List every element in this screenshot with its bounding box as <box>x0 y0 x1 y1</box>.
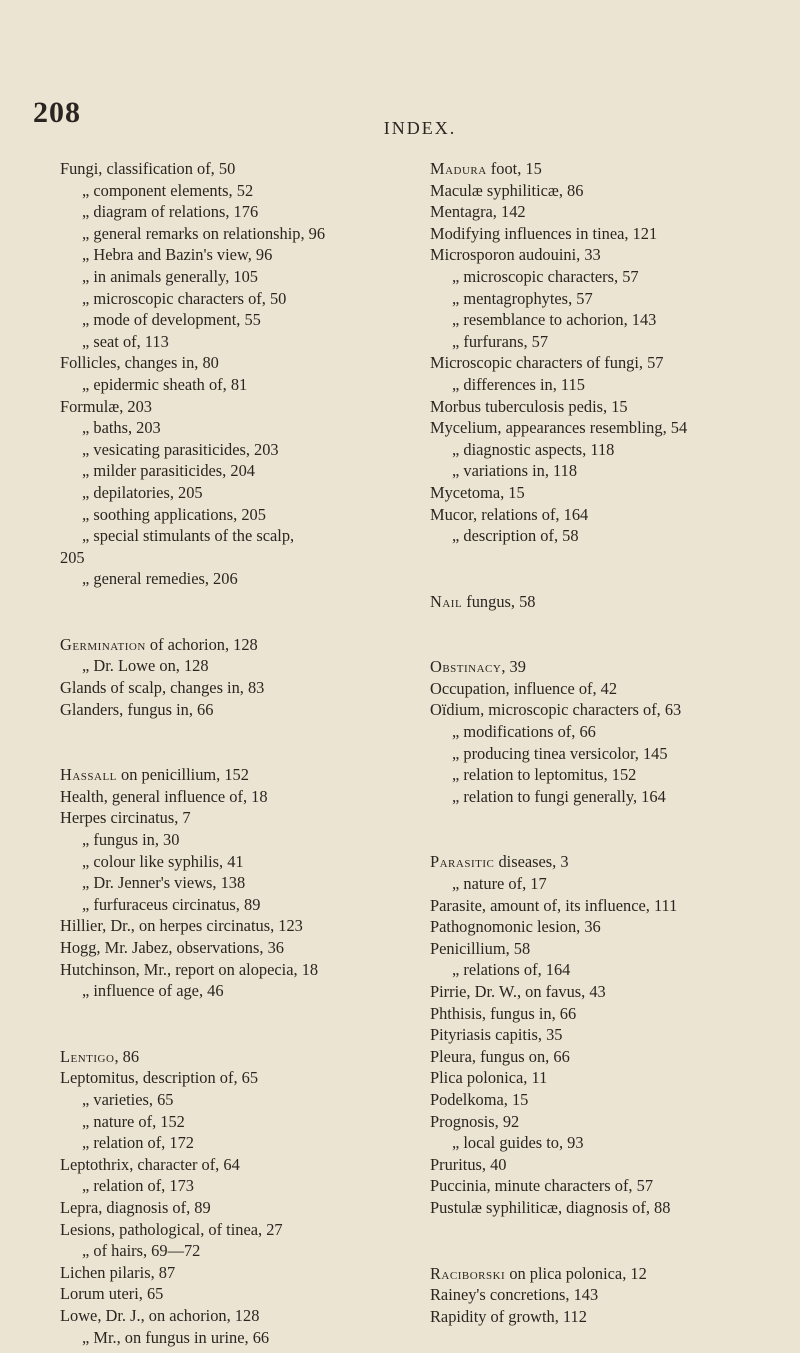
index-entry-letter-head <box>430 1263 775 1285</box>
index-subentry: „ relation to leptomitus, 152 <box>452 765 637 785</box>
index-entry: Pityriasis capitis, 35 <box>430 1025 563 1045</box>
letter-rest: , 86 <box>114 1046 140 1066</box>
index-entry: Morbus tuberculosis pedis, 15 <box>430 396 628 416</box>
index-entry: Glanders, fungus in, 66 <box>60 699 214 719</box>
letter-rest: foot, 15 <box>486 159 542 178</box>
index-entry-letter-head <box>60 634 428 656</box>
index-entry: Parasite, amount of, its influence, 111 <box>430 895 678 915</box>
index-entry: Lesions, pathological, of tinea, 27 <box>60 1219 283 1239</box>
index-entry: Lorum uteri, 65 <box>60 1284 164 1304</box>
index-subentry: „ differences in, 115 <box>452 374 585 394</box>
index-entry: Pathognomonic lesion, 36 <box>430 917 601 937</box>
index-subentry: „ colour like syphilis, 41 <box>82 851 244 871</box>
index-entry: Formulæ, 203 <box>60 396 152 416</box>
index-subentry: „ Mr., on fungus in urine, 66 <box>82 1327 270 1347</box>
section-gap <box>60 720 428 764</box>
index-entry: Phthisis, fungus in, 66 <box>430 1003 577 1023</box>
letter-rest: , 39 <box>501 657 526 677</box>
letter-rest: on penicillium, 152 <box>116 765 249 785</box>
index-subentry: „ description of, 58 <box>452 526 579 546</box>
index-entry: Pruritus, 40 <box>430 1154 507 1174</box>
index-subentry: „ depilatories, 205 <box>82 482 203 502</box>
index-entry: Occupation, influence of, 42 <box>430 678 618 698</box>
index-subentry: „ furfurans, 57 <box>452 331 549 351</box>
index-subentry: „ local guides to, 93 <box>452 1133 584 1153</box>
index-entry: Oïdium, microscopic characters of, 63 <box>430 700 682 720</box>
index-subentry: „ relation of, 172 <box>82 1133 194 1153</box>
index-entry: Health, general influence of, 18 <box>60 786 268 806</box>
index-entry: Lowe, Dr. J., on achorion, 128 <box>60 1305 260 1325</box>
index-entry: Rainey's concretions, 143 <box>430 1285 599 1305</box>
section-gap <box>430 547 775 591</box>
index-subentry: „ component elements, 52 <box>82 180 254 200</box>
index-entry: Mucor, relations of, 164 <box>430 504 589 524</box>
index-subentry: „ epidermic sheath of, 81 <box>82 374 248 394</box>
letter-lead: Lentigo <box>60 1046 115 1066</box>
letter-rest: of achorion, 128 <box>145 634 258 654</box>
running-head: INDEX. <box>383 118 457 138</box>
index-entry: Microsporon audouini, 33 <box>430 245 601 265</box>
index-subentry: „ microscopic characters of, 50 <box>82 288 287 308</box>
index-subentry: „ relation to fungi generally, 164 <box>452 786 666 806</box>
index-column-right <box>430 158 775 1327</box>
index-entry: Leptothrix, character of, 64 <box>60 1154 240 1174</box>
index-subentry: „ baths, 203 <box>82 418 161 438</box>
index-subentry: „ influence of age, 46 <box>82 981 224 1001</box>
section-gap <box>60 590 428 634</box>
index-entry: Herpes circinatus, 7 <box>60 808 191 828</box>
index-entry: Puccinia, minute characters of, 57 <box>430 1176 654 1196</box>
index-entry-letter-head <box>430 851 775 873</box>
letter-lead: Hassall <box>60 765 117 785</box>
index-subentry: „ mode of development, 55 <box>82 310 261 330</box>
index-subentry: „ resemblance to achorion, 143 <box>452 310 657 330</box>
index-entry-letter-head <box>430 656 775 678</box>
index-subentry: „ general remedies, 206 <box>82 569 238 589</box>
letter-lead: Nail <box>430 591 463 611</box>
index-entry-continuation: 205 <box>60 547 85 567</box>
index-entry: Pleura, fungus on, 66 <box>430 1046 570 1066</box>
index-entry-letter-head <box>430 158 775 180</box>
index-subentry: „ nature of, 152 <box>82 1111 185 1131</box>
index-subentry: „ seat of, 113 <box>82 331 169 351</box>
index-entry: Follicles, changes in, 80 <box>60 353 219 373</box>
index-entry: Mycelium, appearances resembling, 54 <box>430 418 688 438</box>
index-subentry: „ relations of, 164 <box>452 960 571 980</box>
index-entry: Rapidity of growth, 112 <box>430 1306 587 1326</box>
index-subentry: „ Dr. Lowe on, 128 <box>82 656 209 676</box>
index-entry: Podelkoma, 15 <box>430 1089 529 1109</box>
letter-lead: Raciborski <box>430 1263 506 1283</box>
index-entry: Plica polonica, 11 <box>430 1068 548 1088</box>
index-subentry: „ relation of, 173 <box>82 1176 194 1196</box>
index-subentry: „ of hairs, 69—72 <box>82 1241 201 1261</box>
index-entry-letter-head <box>430 591 775 613</box>
letter-lead: Obstinacy <box>430 657 502 677</box>
index-subentry: „ Dr. Jenner's views, 138 <box>82 873 246 893</box>
index-subentry: „ special stimulants of the scalp, <box>82 526 295 546</box>
index-entry: Pustulæ syphiliticæ, diagnosis of, 88 <box>430 1197 671 1217</box>
index-subentry: „ Hebra and Bazin's view, 96 <box>82 245 273 265</box>
letter-rest: fungus, 58 <box>462 591 536 611</box>
letter-rest: on plica polonica, 12 <box>505 1263 647 1283</box>
index-entry: Hutchinson, Mr., report on alopecia, 18 <box>60 959 319 979</box>
index-entry: Leptomitus, description of, 65 <box>60 1068 259 1088</box>
index-subentry: „ producing tinea versicolor, 145 <box>452 743 668 763</box>
index-entry: Prognosis, 92 <box>430 1111 520 1131</box>
index-entry: Glands of scalp, changes in, 83 <box>60 678 265 698</box>
index-subentry: „ nature of, 17 <box>452 874 547 894</box>
index-entry: Mentagra, 142 <box>430 202 526 222</box>
index-subentry: „ variations in, 118 <box>452 461 578 481</box>
index-subentry: „ vesicating parasiticides, 203 <box>82 439 279 459</box>
index-subentry: „ diagnostic aspects, 118 <box>452 439 615 459</box>
index-entry-letter-head <box>60 1046 428 1068</box>
section-gap <box>430 612 775 656</box>
section-gap <box>430 1219 775 1263</box>
index-entry: Microscopic characters of fungi, 57 <box>430 353 664 373</box>
index-entry: Hogg, Mr. Jabez, observations, 36 <box>60 938 284 957</box>
index-entry: Mycetoma, 15 <box>430 482 525 502</box>
index-subentry: „ general remarks on relationship, 96 <box>82 223 326 243</box>
letter-lead: Germination <box>60 634 146 654</box>
index-subentry: „ furfuraceus circinatus, 89 <box>82 894 261 914</box>
index-subentry: „ microscopic characters, 57 <box>452 266 639 286</box>
index-subentry: „ in animals generally, 105 <box>82 266 258 286</box>
index-entry: Hillier, Dr., on herpes circinatus, 123 <box>60 916 303 936</box>
index-column-left <box>60 158 428 1348</box>
index-subentry: „ mentagrophytes, 57 <box>452 288 593 308</box>
index-entry: Maculæ syphiliticæ, 86 <box>430 180 584 200</box>
index-entry: Lichen pilaris, 87 <box>60 1262 176 1282</box>
index-subentry: „ modifications of, 66 <box>452 722 596 742</box>
index-entry-letter-head <box>60 764 428 786</box>
letter-lead: Madura <box>430 159 487 178</box>
section-gap <box>60 1002 428 1046</box>
section-gap <box>430 807 775 851</box>
letter-lead: Parasitic <box>430 852 495 872</box>
index-subentry: „ diagram of relations, 176 <box>82 202 259 222</box>
index-subentry: „ varieties, 65 <box>82 1089 174 1109</box>
index-entry: Modifying influences in tinea, 121 <box>430 223 658 243</box>
page-number: 208 <box>33 96 81 129</box>
index-subentry: „ milder parasiticides, 204 <box>82 461 255 481</box>
index-entry: Fungi, classification of, 50 <box>60 159 236 178</box>
index-entry: Penicillium, 58 <box>430 938 531 958</box>
index-subentry: „ soothing applications, 205 <box>82 504 266 524</box>
index-entry: Lepra, diagnosis of, 89 <box>60 1197 211 1217</box>
letter-rest: diseases, 3 <box>494 852 569 872</box>
index-entry: Pirrie, Dr. W., on favus, 43 <box>430 982 606 1001</box>
index-subentry: „ fungus in, 30 <box>82 830 180 850</box>
